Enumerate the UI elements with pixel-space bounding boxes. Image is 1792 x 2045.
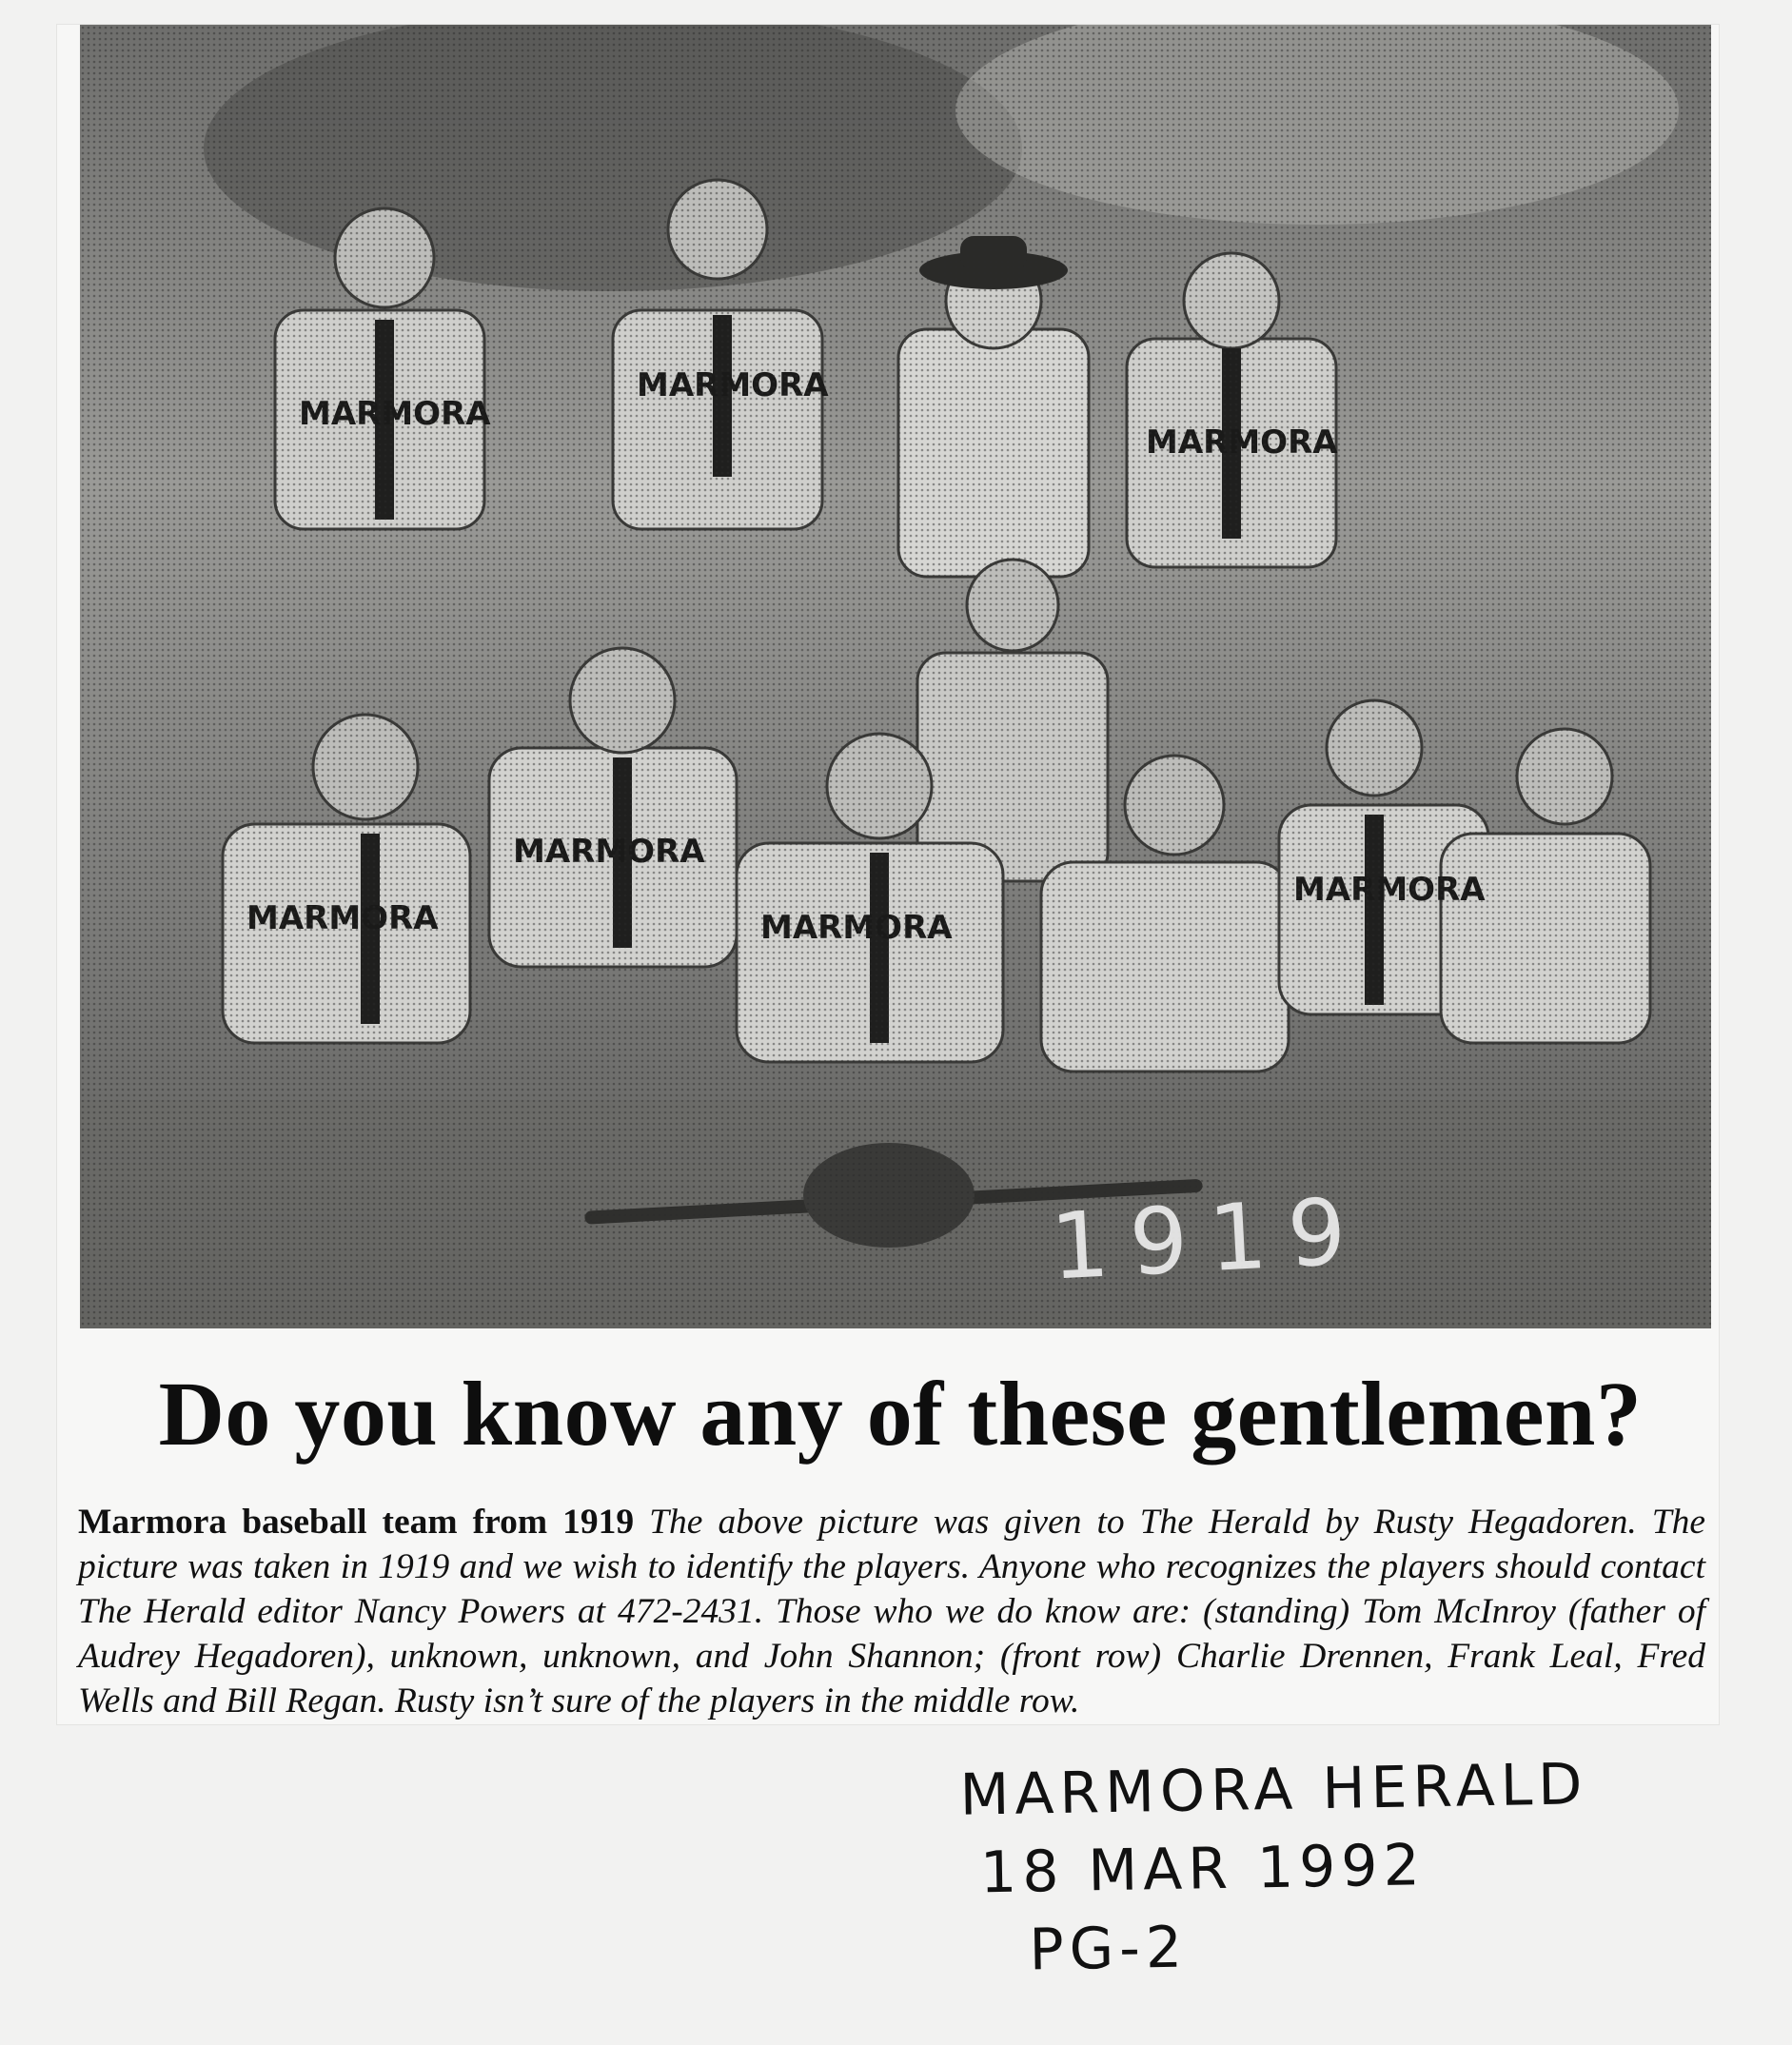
handwritten-source-note <box>959 1745 1591 1990</box>
newspaper-clipping <box>57 25 1719 1724</box>
handwritten-page: PG-2 <box>1028 1914 1189 1984</box>
handwritten-date: 18 MAR 1992 <box>979 1832 1427 1907</box>
caption-lead: Marmora baseball team from 1919 <box>78 1503 650 1542</box>
handwritten-publication: MARMORA HERALD <box>959 1751 1588 1829</box>
team-photo-image <box>80 25 1711 1328</box>
photo-caption <box>78 1500 1705 1723</box>
photo-year-mark: 1919 <box>1048 1177 1370 1301</box>
headline: Do you know any of these gentlemen? <box>158 1363 1643 1465</box>
team-photo <box>80 25 1711 1328</box>
caption-body: The above picture was given to The Herald by Rusty Hegadoren. The picture was taken in 1919 and we wish to identify the players. Anyone who recognizes the players should contact The Herald editor Nancy Powers at 472-2431. Those who we do know are: (standing) Tom McInroy (father of Audrey Hegadoren), unknown, unknown, and John Shannon; (front row) Charlie Drennen, Frank Leal, Fred Wells and Bill Regan. Rusty isn’t sure of the players in the middle row. <box>78 1503 1705 1721</box>
